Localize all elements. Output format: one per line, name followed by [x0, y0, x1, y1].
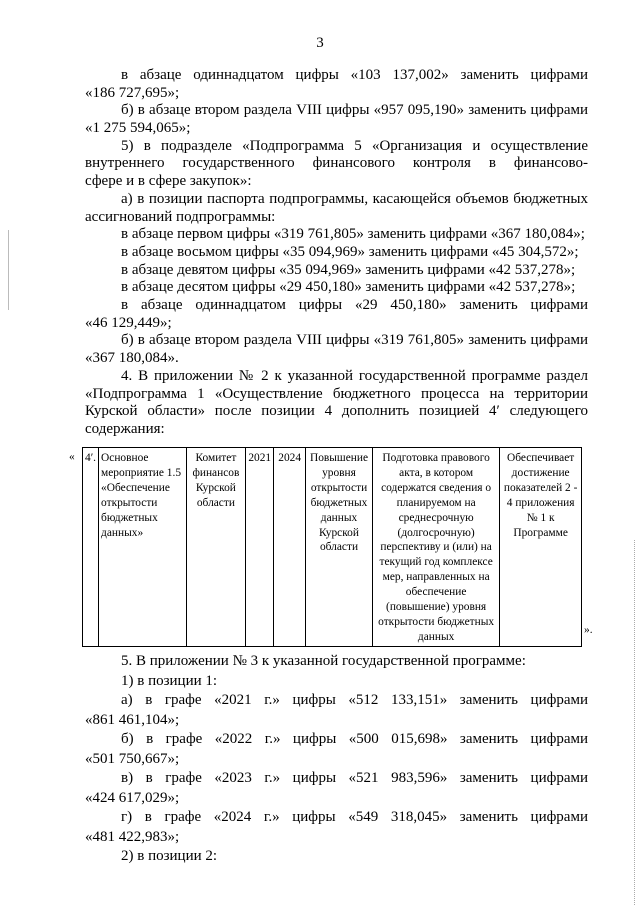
table-open-quote: « — [69, 451, 75, 463]
text-line: «501 750,667»; — [85, 750, 180, 767]
table-close-quote: ». — [584, 624, 593, 636]
text-line: в абзаце девятом цифры «35 094,969» заменить цифрами «42 537,278»; — [121, 261, 576, 278]
text-line: в абзаце десятом цифры «29 450,180» заменить цифрами «42 537,278»; — [121, 279, 576, 296]
cell-end-year: 2024 — [274, 448, 306, 647]
text-block-bottom — [85, 652, 588, 867]
text-line: «481 422,983»; — [85, 828, 180, 845]
text-line: в абзаце одиннадцатом цифры «29 450,180» заменить цифрами — [121, 297, 588, 314]
text-line: внутреннего государственного финансового контроля в финансово- — [85, 155, 588, 172]
text-line: «46 129,449»; — [85, 314, 172, 331]
scan-artifact-line — [8, 230, 9, 310]
text-line: г) в графе «2024 г.» цифры «549 318,045» заменить цифрами — [121, 809, 588, 825]
text-line: «861 461,104»; — [85, 711, 180, 728]
text-line: «424 617,029»; — [85, 789, 180, 806]
table-row — [83, 448, 582, 647]
cell-activity: Основное мероприятие 1.5 «Обеспечение открытости бюджетных данных» — [99, 448, 187, 647]
text-line: в абзаце первом цифры «319 761,805» заменить цифрами «367 180,084»; — [121, 226, 585, 243]
cell-number: 4′. — [83, 448, 99, 647]
text-line: 4. В приложении № 2 к указанной государственной программе раздел — [121, 367, 588, 384]
scan-artifact-dotted-edge — [634, 540, 635, 905]
text-line: ассигнований подпрограммы: — [85, 208, 276, 225]
text-line: б) в абзаце втором раздела VIII цифры «319 761,805» заменить цифрами — [121, 332, 588, 349]
text-line: 1) в позиции 1: — [121, 672, 218, 689]
cell-expected-result: Повышение уровня открытости бюджетных данных Курской области — [306, 448, 373, 647]
cell-start-year: 2021 — [246, 448, 274, 647]
text-line: 2) в позиции 2: — [121, 848, 218, 864]
cell-executor: Комитет финансов Курской области — [186, 448, 246, 647]
cell-indicators: Обеспечивает достижение показателей 2 - 4 приложения № 1 к Программе — [500, 448, 582, 647]
text-line: «1 275 594,065»; — [85, 120, 191, 137]
text-line: «367 180,084». — [85, 350, 179, 367]
text-line: содержания: — [85, 420, 165, 437]
text-line: в абзаце одиннадцатом цифры «103 137,002» заменить цифрами — [121, 67, 588, 83]
text-block-top — [85, 67, 588, 439]
text-line: а) в графе «2021 г.» цифры «512 133,151» заменить цифрами — [121, 692, 588, 708]
cell-content: Подготовка правового акта, в котором содержатся сведения о планируемом на среднесрочную (долгосрочную) перспективу и (или) на текущий год комплексе мер, направленных на обеспечение (повышение) уровня открытости бюджетных данных — [372, 448, 499, 647]
text-line: 5. В приложении № 3 к указанной государственной программе: — [121, 653, 526, 669]
text-line: а) в позиции паспорта подпрограммы, касающейся объемов бюджетных — [121, 190, 588, 207]
text-line: Курской области» после позиции 4 дополнить позицией 4′ следующего — [85, 403, 588, 420]
page-number: 3 — [316, 35, 324, 51]
text-line: «Подпрограмма 1 «Осуществление бюджетного процесса на территории — [85, 385, 588, 402]
text-line: в) в графе «2023 г.» цифры «521 983,596» заменить цифрами — [121, 770, 588, 786]
text-line: б) в абзаце втором раздела VIII цифры «957 095,190» заменить цифрами — [121, 102, 588, 119]
text-line: в абзаце восьмом цифры «35 094,969» заменить цифрами «45 304,572»; — [121, 243, 579, 260]
text-line: сфере и в сфере закупок»: — [85, 173, 252, 190]
text-line: 5) в подразделе «Подпрограмма 5 «Организация и осуществление — [121, 137, 588, 154]
text-line: «186 727,695»; — [85, 84, 180, 101]
inserted-position-table — [82, 447, 582, 647]
text-line: б) в графе «2022 г.» цифры «500 015,698» заменить цифрами — [121, 731, 588, 747]
